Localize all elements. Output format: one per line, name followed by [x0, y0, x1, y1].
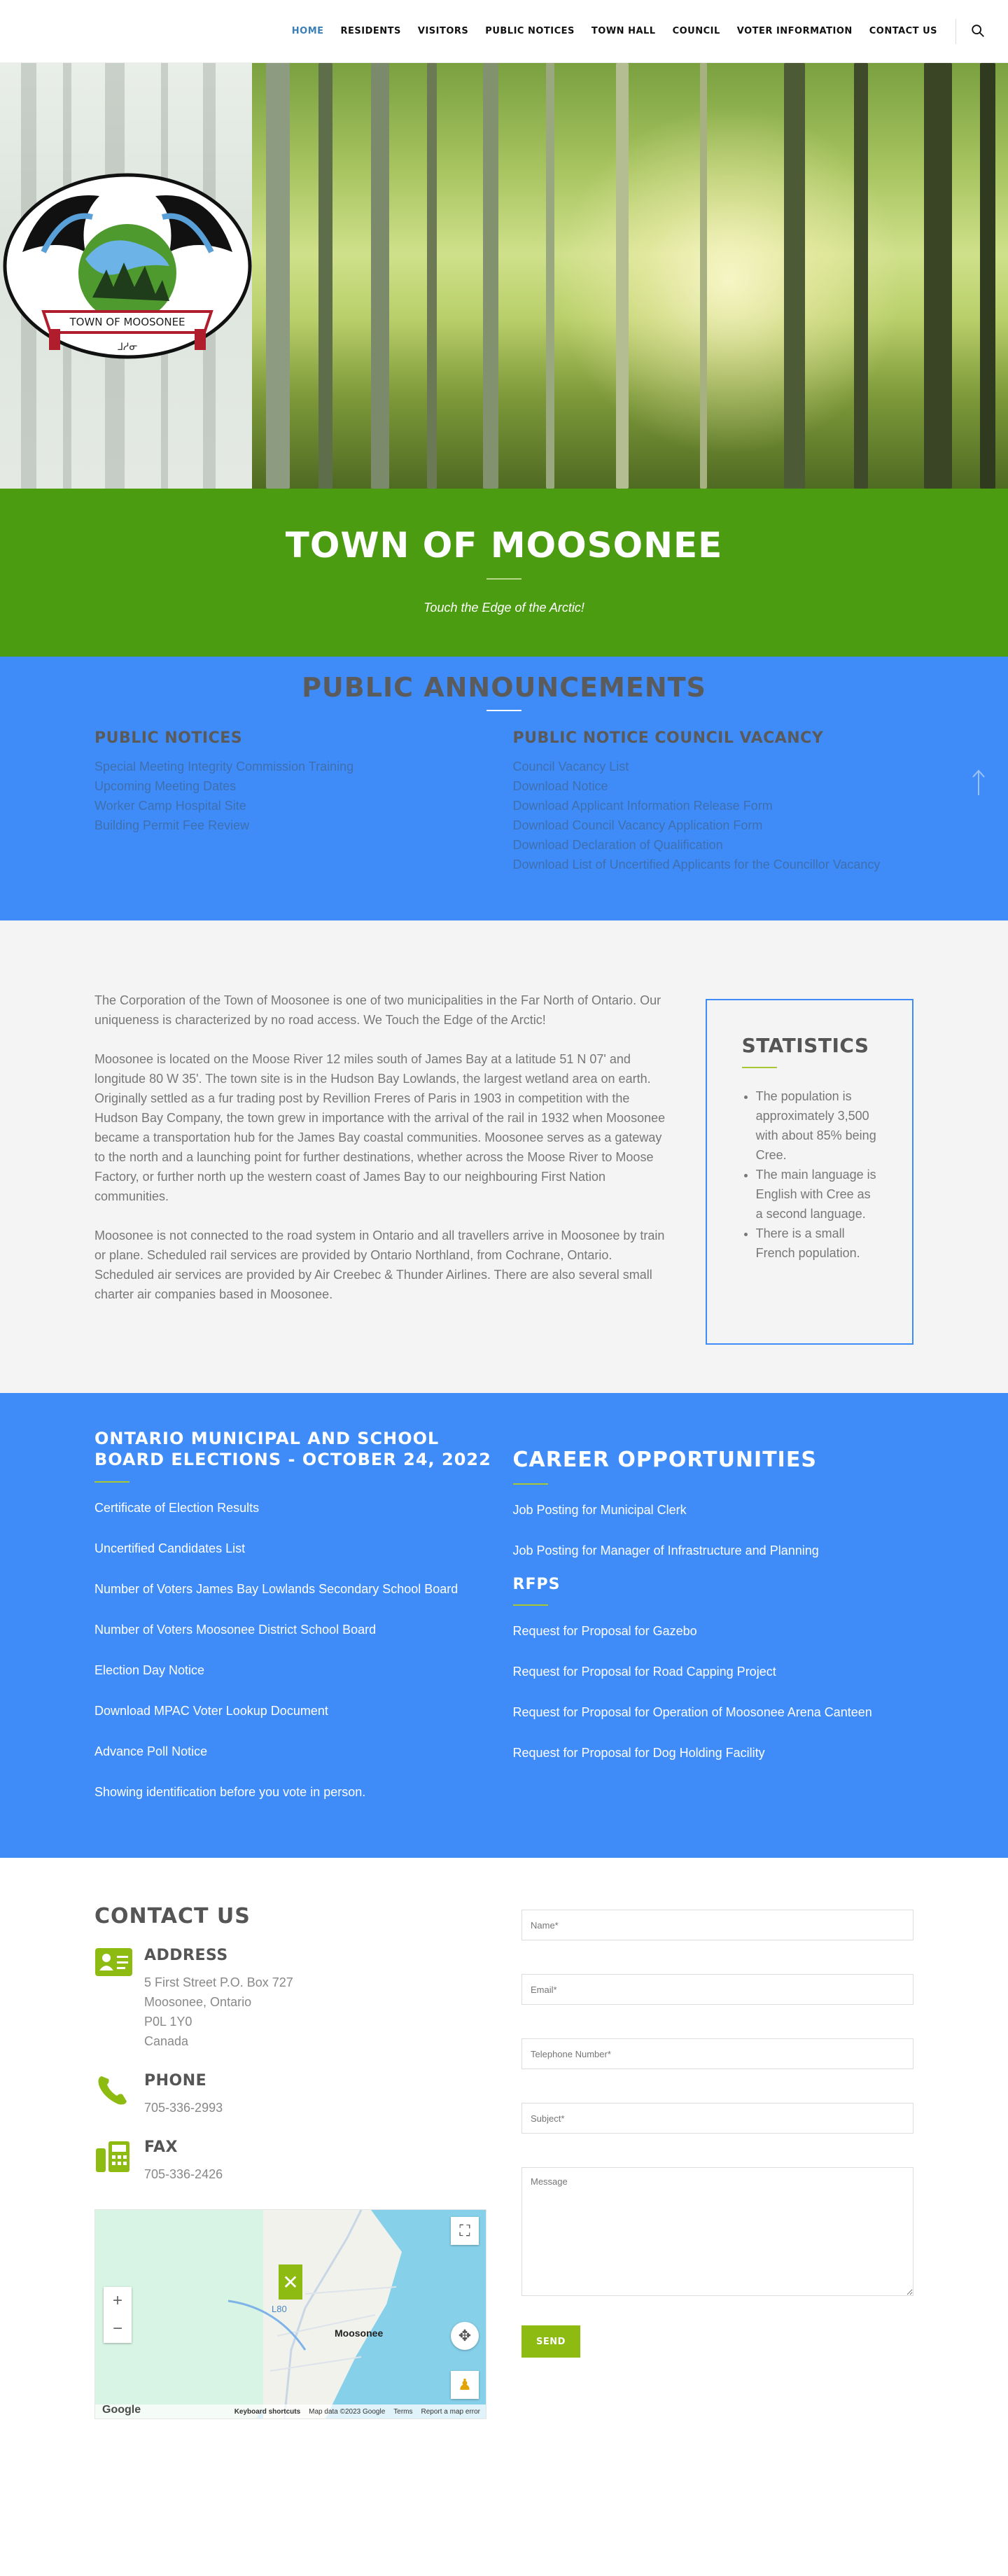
election-link[interactable]: Number of Voters James Bay Lowlands Secondary School Board: [94, 1582, 458, 1596]
nav-voter-information[interactable]: VOTER INFORMATION: [736, 26, 853, 36]
logo-syllabics: ᒧᓱᓂ: [117, 342, 138, 353]
nav-contact-us[interactable]: CONTACT US: [869, 26, 937, 36]
elections-careers-section: [0, 1393, 1008, 1858]
vacancy-link[interactable]: Download Declaration of Qualification: [512, 838, 723, 852]
contact-section: [0, 1858, 1008, 2575]
public-announcements: [0, 657, 1008, 920]
nav-council[interactable]: COUNCIL: [672, 26, 720, 36]
vacancy-link[interactable]: Download Notice: [512, 779, 608, 793]
council-vacancy-heading: PUBLIC NOTICE COUNCIL VACANCY: [512, 729, 824, 747]
contact-info: [94, 1904, 486, 2575]
statistics-heading: STATISTICS: [741, 1034, 869, 1057]
about-section: [0, 920, 1008, 1393]
careers-divider: [513, 1483, 548, 1485]
rfp-link[interactable]: Request for Proposal for Gazebo: [512, 1624, 697, 1638]
nav-town-hall[interactable]: TOWN HALL: [591, 26, 656, 36]
election-link[interactable]: Advance Poll Notice: [94, 1744, 208, 1758]
send-button[interactable]: SEND: [522, 2325, 580, 2358]
about-text: [94, 990, 674, 1393]
statistics-divider: [742, 1067, 777, 1068]
fax-heading: FAX: [144, 2138, 178, 2156]
nav-divider: [955, 19, 956, 44]
map-marker-icon[interactable]: ✕: [279, 2264, 302, 2300]
career-link[interactable]: Job Posting for Municipal Clerk: [512, 1503, 687, 1517]
election-link[interactable]: Number of Voters Moosonee District School Board: [94, 1623, 377, 1637]
rfp-link[interactable]: Request for Proposal for Operation of Moosonee Arena Canteen: [512, 1705, 872, 1719]
contact-form: [522, 1904, 913, 2575]
about-paragraph: Moosonee is not connected to the road system in Ontario and all travellers arrive in Moosonee by train or plane. Scheduled rail services are provided by Ontario Northland, from Cochrane, Ontario. Scheduled air services are provided by Air Creebec & Thunder Airlines. There are also several small charter air companies based in Moosonee.: [94, 1228, 665, 1301]
rfps-divider: [513, 1604, 548, 1606]
fullscreen-icon[interactable]: ⛶: [451, 2217, 479, 2245]
address-line: P0L 1Y0: [144, 2015, 192, 2029]
fax-block: [94, 2138, 486, 2184]
stat-item: • The population is approximately 3,500 with about 85% being Cree.: [756, 1086, 877, 1165]
title-band: [0, 489, 1008, 657]
google-map[interactable]: [94, 2209, 486, 2419]
announcements-divider: [486, 710, 522, 711]
map-keyboard-shortcuts[interactable]: Keyboard shortcuts: [234, 2407, 301, 2416]
elections-column: [94, 1428, 496, 1823]
map-camera-control-icon[interactable]: ✥: [451, 2322, 479, 2350]
search-icon[interactable]: [970, 23, 987, 40]
stat-item: • There is a small French population.: [756, 1224, 877, 1263]
notice-link[interactable]: Special Meeting Integrity Commission Training: [94, 760, 354, 774]
map-road-label: L80: [272, 2304, 287, 2314]
career-link[interactable]: Job Posting for Manager of Infrastructure and Planning: [512, 1544, 819, 1558]
careers-column: [513, 1428, 914, 1823]
map-roads: [95, 2210, 486, 2419]
back-to-top-icon[interactable]: [970, 769, 987, 797]
zoom-in-button[interactable]: +: [112, 2291, 122, 2310]
nav-residents[interactable]: RESIDENTS: [340, 26, 401, 36]
site-header: [0, 0, 1008, 63]
phone-number[interactable]: 705-336-2993: [144, 2101, 223, 2115]
about-paragraph: The Corporation of the Town of Moosonee is one of two municipalities in the Far North of Ontario. Our uniqueness is characterized by no road access. We Touch the Edge of the Arctic!: [94, 993, 662, 1027]
title-divider: [486, 578, 522, 580]
name-input[interactable]: [522, 1910, 913, 1940]
fax-icon: [94, 2138, 133, 2174]
map-footer: [95, 2404, 486, 2418]
stat-item: • The main language is English with Cree as a second language.: [756, 1165, 877, 1224]
notice-link[interactable]: Building Permit Fee Review: [94, 818, 250, 832]
notice-link[interactable]: Worker Camp Hospital Site: [94, 799, 246, 813]
phone-heading: PHONE: [144, 2072, 207, 2090]
statistics-box: [706, 999, 913, 1345]
election-link[interactable]: Election Day Notice: [94, 1663, 205, 1677]
careers-heading: CAREER OPPORTUNITIES: [512, 1448, 817, 1472]
vacancy-link[interactable]: Download List of Uncertified Applicants for the Councillor Vacancy: [512, 858, 881, 872]
phone-icon: [94, 2072, 133, 2107]
map-terms-link[interactable]: Terms: [393, 2407, 413, 2416]
nav-public-notices[interactable]: PUBLIC NOTICES: [485, 26, 575, 36]
announcements-heading: PUBLIC ANNOUNCEMENTS: [302, 672, 706, 703]
nav-visitors[interactable]: VISITORS: [417, 26, 469, 36]
public-notices-column: [94, 729, 496, 874]
address-block: [94, 1947, 486, 2051]
about-paragraph: Moosonee is located on the Moose River 12 miles south of James Bay at a latitude 51 N 07' and longitude 80 W 35'. The town site is in the Hudson Bay Lowlands, the largest wetland area on earth. Originally settled as a fur trading post by Revillion Freres of Paris in 1903 in competition with the Hudson Bay Company, the town grew in importance with the arrival of the rail in 1932 when Moosonee became a transportation hub for the James Bay coastal communities. Moosonee serves as a gateway to the north and a launching point for further destinations, whether across the Moose River to Moose Factory, or further north up the western coast of James Bay to our neighbouring First Nation communities.: [94, 1052, 666, 1203]
election-link[interactable]: Download MPAC Voter Lookup Document: [94, 1704, 328, 1718]
zoom-out-button[interactable]: −: [112, 2319, 122, 2338]
nav-home[interactable]: HOME: [291, 26, 324, 36]
message-textarea[interactable]: [522, 2167, 913, 2296]
pegman-icon[interactable]: ♟: [451, 2371, 479, 2399]
elections-divider: [94, 1481, 130, 1483]
page-title: TOWN OF MOOSONEE: [285, 525, 723, 566]
map-place-label: Moosonee: [335, 2328, 384, 2339]
hero-forest-image: [252, 63, 1008, 489]
public-notices-heading: PUBLIC NOTICES: [94, 729, 243, 747]
phone-block: [94, 2072, 486, 2118]
subject-input[interactable]: [522, 2103, 913, 2134]
town-logo: [1, 168, 253, 378]
email-input[interactable]: [522, 1974, 913, 2005]
fax-number: 705-336-2426: [144, 2167, 223, 2181]
election-link[interactable]: Certificate of Election Results: [94, 1501, 260, 1515]
rfp-link[interactable]: Request for Proposal for Dog Holding Facility: [512, 1746, 765, 1760]
address-line: Moosonee, Ontario: [144, 1995, 252, 2009]
vacancy-link[interactable]: Download Applicant Information Release Form: [512, 799, 773, 813]
telephone-input[interactable]: [522, 2038, 913, 2069]
google-logo: Google: [102, 2404, 141, 2416]
election-link[interactable]: Showing identification before you vote in person.: [94, 1785, 366, 1799]
vacancy-link[interactable]: Council Vacancy List: [512, 760, 629, 774]
logo-town-name: TOWN OF MOOSONEE: [69, 316, 186, 328]
notice-link[interactable]: Upcoming Meeting Dates: [94, 779, 237, 793]
hero-banner: [0, 63, 1008, 489]
map-data-credit: Map data ©2023 Google: [309, 2407, 386, 2416]
vacancy-link[interactable]: Download Council Vacancy Application Form: [512, 818, 763, 832]
address-line: 5 First Street P.O. Box 727: [144, 1975, 293, 1989]
contact-heading: CONTACT US: [94, 1904, 251, 1928]
main-nav: [284, 26, 946, 36]
rfp-link[interactable]: Request for Proposal for Road Capping Project: [512, 1665, 776, 1679]
election-link[interactable]: Uncertified Candidates List: [94, 1541, 246, 1555]
address-card-icon: [94, 1947, 133, 1982]
rfps-heading: RFPS: [512, 1576, 561, 1593]
address-line: Canada: [144, 2034, 189, 2048]
address-heading: ADDRESS: [144, 1947, 228, 1964]
council-vacancy-column: [513, 729, 914, 874]
map-report-link[interactable]: Report a map error: [421, 2407, 480, 2416]
map-zoom-controls: [104, 2287, 132, 2343]
tagline: Touch the Edge of the Arctic!: [424, 601, 584, 615]
elections-heading: ONTARIO MUNICIPAL AND SCHOOL BOARD ELECTIONS - OCTOBER 24, 2022: [94, 1429, 491, 1469]
